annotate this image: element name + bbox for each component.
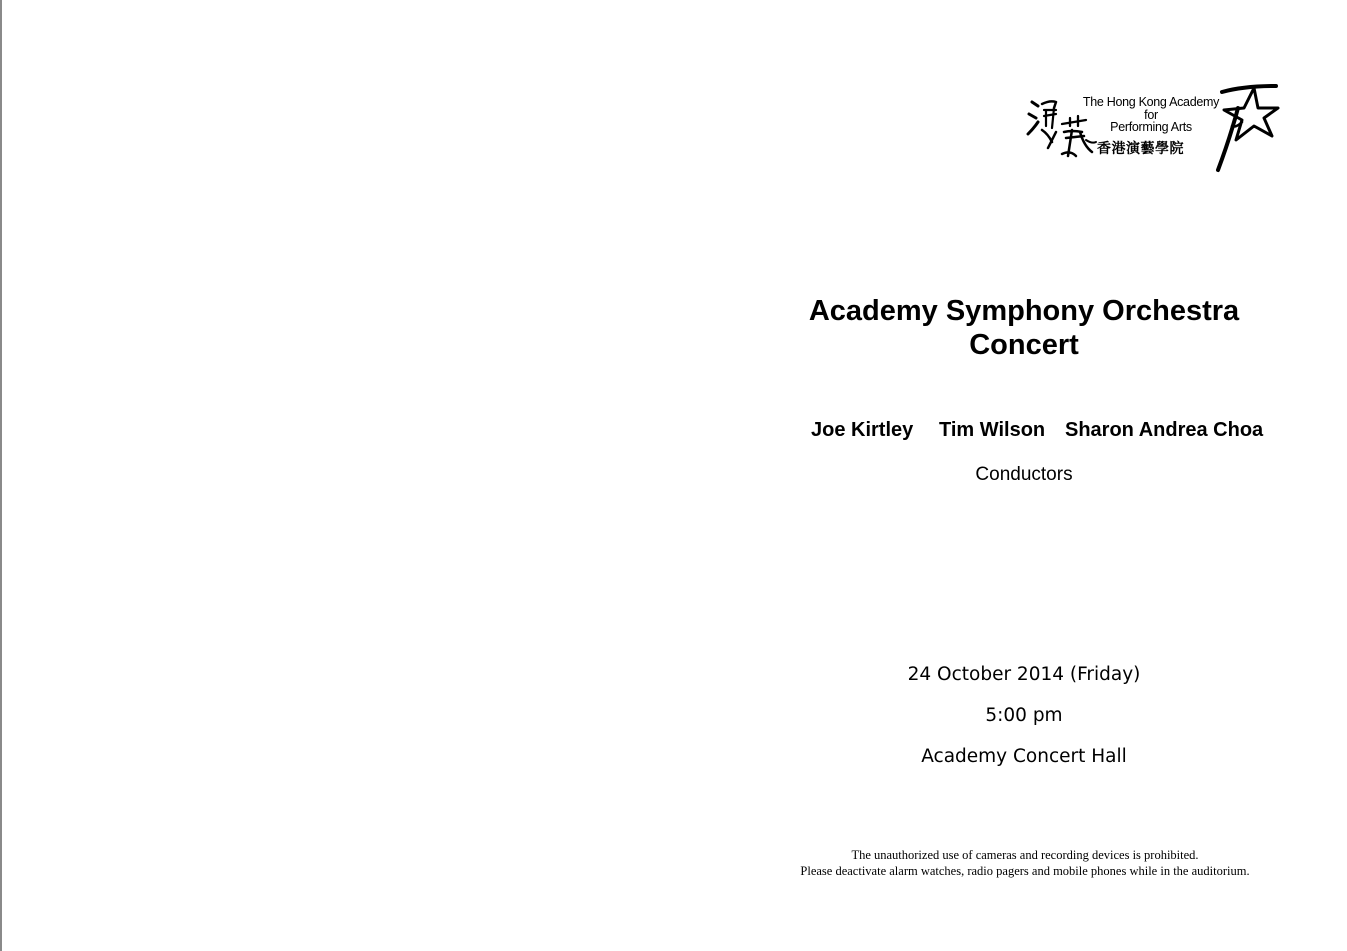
notice-line2: Please deactivate alarm watches, radio pagers and mobile phones while in the auditorium. <box>800 864 1250 878</box>
academy-name-line3: Performing Arts <box>1110 120 1192 134</box>
conductors-label: Conductors <box>975 464 1073 485</box>
star-brush-icon <box>1214 78 1282 176</box>
conductor-name-2: Tim Wilson <box>939 419 1046 441</box>
academy-name-chinese: 香港演藝學院 <box>1097 141 1184 157</box>
page-left-border <box>0 0 2 951</box>
academy-name-line2: for <box>1144 107 1158 122</box>
conductor-name-3: Sharon Andrea Choa <box>1065 419 1264 441</box>
academy-logo <box>1024 78 1284 178</box>
event-date: 24 October 2014 (Friday) <box>907 664 1141 685</box>
audience-notice <box>760 847 1290 879</box>
concert-title-line1: Academy Symphony Orchestra <box>808 295 1240 327</box>
concert-title <box>780 294 1268 362</box>
academy-name-line1: The Hong Kong Academy <box>1082 95 1220 109</box>
conductor-name-1: Joe Kirtley <box>811 419 914 441</box>
concert-title-line2: Concert <box>969 329 1079 361</box>
notice-line1: The unauthorized use of cameras and recording devices is prohibited. <box>851 848 1199 862</box>
academy-name-english <box>1076 96 1226 134</box>
event-time: 5:00 pm <box>985 705 1063 726</box>
event-venue: Academy Concert Hall <box>921 746 1127 767</box>
